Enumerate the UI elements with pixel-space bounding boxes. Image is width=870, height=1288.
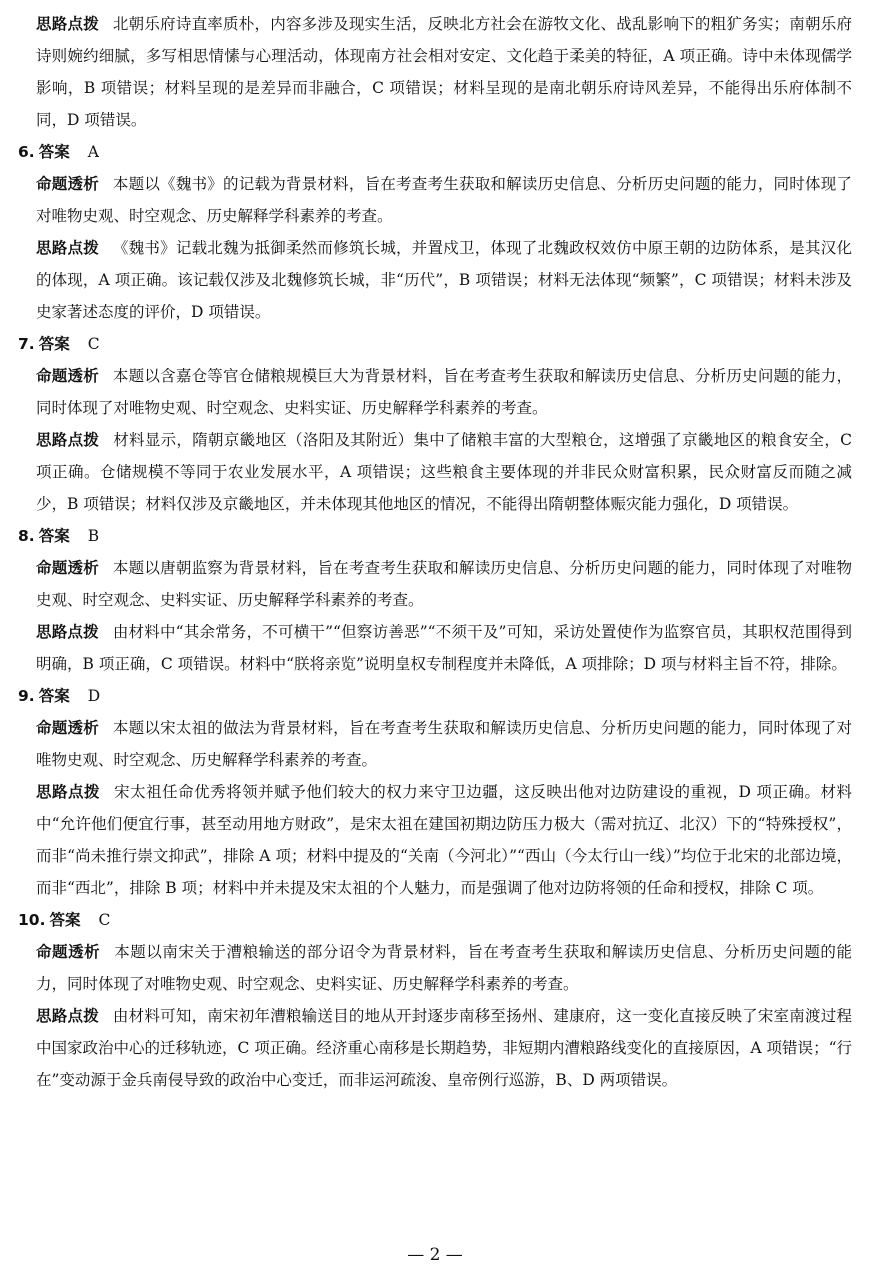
question-number: 6.: [18, 143, 35, 161]
tip-label: 思路点拨: [36, 431, 100, 449]
page-number: — 2 —: [407, 1245, 463, 1265]
tip-label: 思路点拨: [36, 783, 101, 801]
tip-text: 材料显示，隋朝京畿地区（洛阳及其附近）集中了储粮丰富的大型粮仓，这增强了京畿地区的粮食安全，C 项正确。仓储规模不等同于农业发展水平，A 项错误；这些粮食主要体现的并非民众财富积累，民众财富反而随之减少，B 项错误；材料仅涉及京畿地区，并未体现其他地区的情况，不能得出隋朝整体赈灾能力强化，D 项错误。: [36, 431, 852, 513]
answer-label: 答案: [38, 335, 70, 353]
question-number: 10.: [18, 911, 46, 929]
analysis-text: 本题以唐朝监察为背景材料，旨在考查考生获取和解读历史信息、分析历史问题的能力，同时体现了对唯物史观、时空观念、史料实证、历史解释学科素养的考查。: [36, 559, 852, 609]
tip-paragraph: [18, 232, 852, 328]
question-8: [18, 520, 852, 680]
analysis-paragraph: [18, 552, 852, 616]
tip-label: 思路点拨: [36, 15, 99, 33]
analysis-paragraph: [18, 360, 852, 424]
question-number: 9.: [18, 687, 35, 705]
continued-tip: [18, 8, 852, 136]
answer-line: [18, 520, 852, 552]
analysis-label: 命题透析: [36, 175, 99, 193]
analysis-text: 本题以宋太祖的做法为背景材料，旨在考查考生获取和解读历史信息、分析历史问题的能力，同时体现了对唯物史观、时空观念、历史解释学科素养的考查。: [36, 719, 852, 769]
tip-paragraph: [18, 616, 852, 680]
answer-value: A: [87, 143, 99, 161]
answer-value: C: [87, 335, 100, 353]
question-10: [18, 904, 852, 1096]
answer-label: 答案: [49, 911, 81, 929]
question-number: 8.: [18, 527, 35, 545]
tip-text: 由材料中“其余常务，不可横干”“但察访善恶”“不须干及”可知，采访处置使作为监察官员，其职权范围得到明确，B 项正确，C 项错误。材料中“朕将亲览”说明皇权专制程度并未降低，A 项排除；D 项与材料主旨不符，排除。: [36, 623, 852, 673]
analysis-paragraph: [18, 168, 852, 232]
answer-line: [18, 136, 852, 168]
analysis-text: 本题以《魏书》的记载为背景材料，旨在考查考生获取和解读历史信息、分析历史问题的能力，同时体现了对唯物史观、时空观念、历史解释学科素养的考查。: [36, 175, 852, 225]
question-9: [18, 680, 852, 904]
tip-text: 北朝乐府诗直率质朴，内容多涉及现实生活，反映北方社会在游牧文化、战乱影响下的粗犷务实；南朝乐府诗则婉约细腻，多写相思情愫与心理活动，体现南方社会相对安定、文化趋于柔美的特征，A 项正确。诗中未体现儒学影响，B 项错误；材料呈现的是差异而非融合，C 项错误；材料呈现的是南北朝乐府诗风差异，不能得出乐府体制不同，D 项错误。: [36, 15, 852, 129]
tip-label: 思路点拨: [36, 1007, 99, 1025]
answer-line: [18, 680, 852, 712]
analysis-label: 命题透析: [36, 559, 99, 577]
tip-paragraph: [18, 1000, 852, 1096]
analysis-text: 本题以含嘉仓等官仓储粮规模巨大为背景材料，旨在考查考生获取和解读历史信息、分析历史问题的能力，同时体现了对唯物史观、时空观念、史料实证、历史解释学科素养的考查。: [36, 367, 852, 417]
answer-value: B: [87, 527, 100, 545]
answer-line: [18, 328, 852, 360]
question-number: 7.: [18, 335, 35, 353]
answer-value: C: [98, 911, 111, 929]
tip-text: 《魏书》记载北魏为抵御柔然而修筑长城，并置戍卫，体现了北魏政权效仿中原王朝的边防体系，是其汉化的体现，A 项正确。该记载仅涉及北魏修筑长城，非“历代”，B 项错误；材料无法体现“频繁”，C 项错误；材料未涉及史家著述态度的评价，D 项错误。: [36, 239, 852, 321]
analysis-label: 命题透析: [36, 943, 101, 961]
question-6: [18, 136, 852, 328]
analysis-label: 命题透析: [36, 367, 99, 385]
question-7: [18, 328, 852, 520]
answer-value: D: [87, 687, 101, 705]
analysis-text: 本题以南宋关于漕粮输送的部分诏令为背景材料，旨在考查考生获取和解读历史信息、分析历史问题的能力，同时体现了对唯物史观、时空观念、史料实证、历史解释学科素养的考查。: [36, 943, 852, 993]
analysis-paragraph: [18, 712, 852, 776]
answer-label: 答案: [38, 527, 70, 545]
tip-text: 由材料可知，南宋初年漕粮输送目的地从开封逐步南移至扬州、建康府，这一变化直接反映了宋室南渡过程中国家政治中心的迁移轨迹，C 项正确。经济重心南移是长期趋势，非短期内漕粮路线变化的直接原因，A 项错误；“行在”变动源于金兵南侵导致的政治中心变迁，而非运河疏浚、皇帝例行巡游，B、D 两项错误。: [36, 1007, 852, 1089]
answer-line: [18, 904, 852, 936]
tip-paragraph: [18, 776, 852, 904]
analysis-paragraph: [18, 936, 852, 1000]
tip-paragraph: [18, 424, 852, 520]
analysis-label: 命题透析: [36, 719, 99, 737]
tip-label: 思路点拨: [36, 623, 99, 641]
tip-text: 宋太祖任命优秀将领并赋予他们较大的权力来守卫边疆，这反映出他对边防建设的重视，D 项正确。材料中“允许他们便宜行事，甚至动用地方财政”，是宋太祖在建国初期边防压力极大（需对抗辽、北汉）下的“特殊授权”，而非“尚未推行崇文抑武”，排除 A 项；材料中提及的“关南（今河北）”“西山（今太行山一线）”均位于北宋的北部边境，而非“西北”，排除 B 项；材料中并未提及宋太祖的个人魅力，而是强调了他对边防将领的任命和授权，排除 C 项。: [36, 783, 852, 897]
tip-label: 思路点拨: [36, 239, 99, 257]
answer-label: 答案: [38, 143, 70, 161]
answer-label: 答案: [38, 687, 70, 705]
